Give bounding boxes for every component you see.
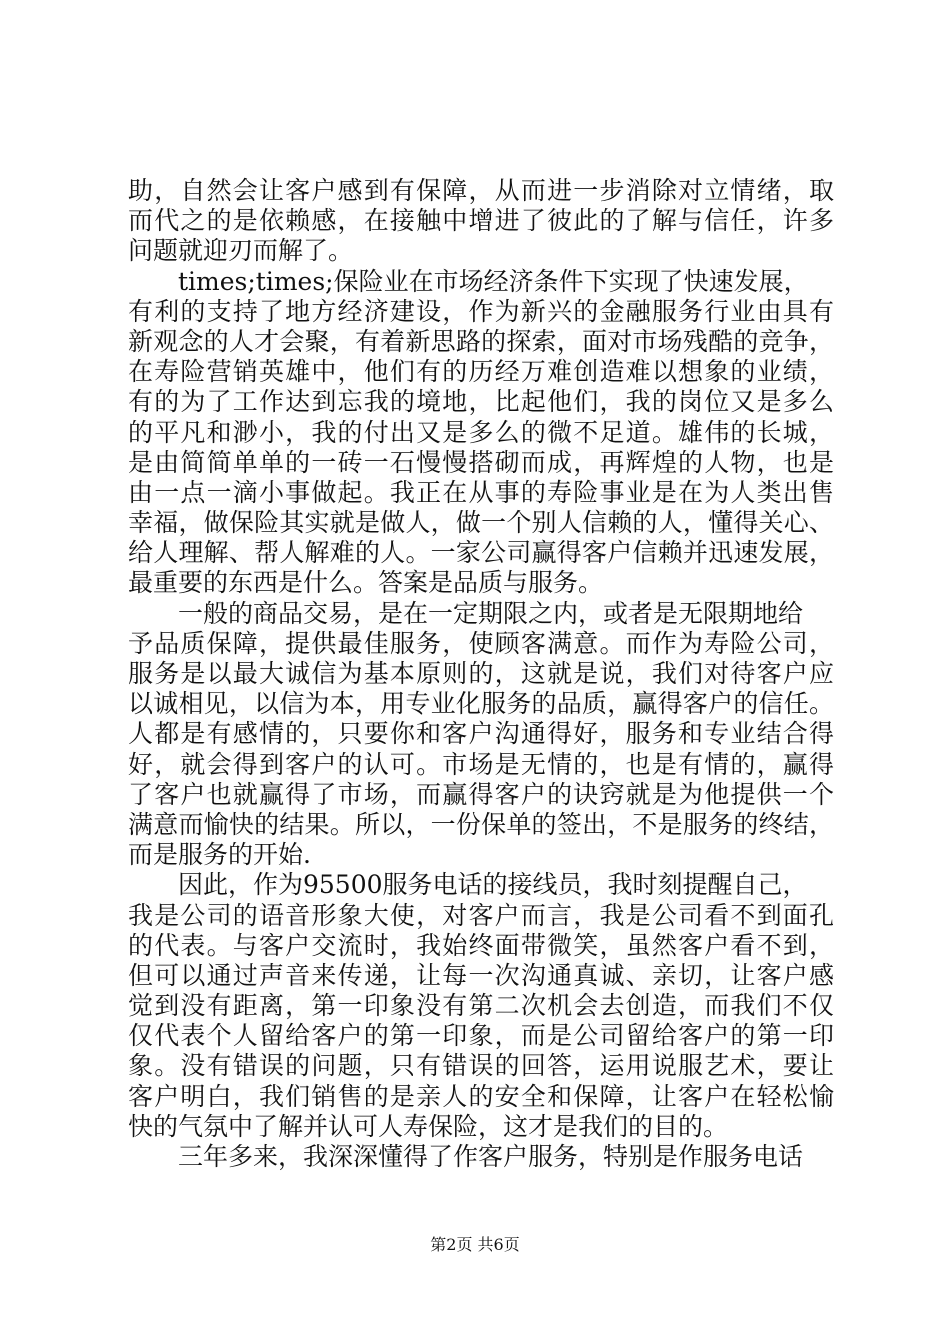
text-line: 客户明白，我们销售的是亲人的安全和保障，让客户在轻松愉: [128, 1081, 834, 1111]
text-line: 是由简简单单的一砖一石慢慢搭砌而成，再辉煌的人物，也是: [128, 447, 834, 477]
text-line: 因此，作为95500服务电话的接线员，我时刻提醒自己，: [128, 870, 808, 900]
text-line: 三年多来，我深深懂得了作客户服务，特别是作服务电话: [128, 1142, 804, 1171]
text-line: 人都是有感情的，只要你和客户沟通得好，服务和专业结合得: [128, 719, 834, 749]
text-line: 以诚相见，以信为本，用专业化服务的品质，赢得客户的信任。: [128, 689, 834, 719]
text-line: 在寿险营销英雄中，他们有的历经万难创造难以想象的业绩，: [128, 357, 834, 387]
text-line: 但可以通过声音来传递，让每一次沟通真诚、亲切，让客户感: [128, 960, 834, 990]
page-footer: 第2页 共6页: [430, 1235, 520, 1254]
text-line: 满意而愉快的结果。所以，一份保单的签出，不是服务的终结，: [128, 809, 834, 839]
text-line: 新观念的人才会聚，有着新思路的探索，面对市场残酷的竞争，: [128, 326, 834, 356]
text-line: 有利的支持了地方经济建设，作为新兴的金融服务行业由具有: [128, 296, 834, 326]
text-line: 最重要的东西是什么。答案是品质与服务。: [128, 568, 604, 598]
text-line: 的平凡和渺小，我的付出又是多么的微不足道。雄伟的长城，: [128, 417, 834, 447]
text-line: 助，自然会让客户感到有保障，从而进一步消除对立情绪，取: [128, 176, 834, 205]
text-line: 觉到没有距离，第一印象没有第二次机会去创造，而我们不仅: [128, 991, 834, 1021]
text-line: 了客户也就赢得了市场，而赢得客户的诀窍就是为他提供一个: [128, 779, 834, 809]
text-line: 好，就会得到客户的认可。市场是无情的，也是有情的，赢得: [128, 749, 834, 779]
text-line: 服务是以最大诚信为基本原则的，这就是说，我们对待客户应: [128, 659, 834, 688]
text-line: times;times;保险业在市场经济条件下实现了快速发展，: [128, 266, 809, 296]
text-line: 有的为了工作达到忘我的境地，比起他们，我的岗位又是多么: [128, 387, 834, 417]
text-line: 由一点一滴小事做起。我正在从事的寿险事业是在为人类出售: [128, 477, 834, 507]
text-line: 一般的商品交易，是在一定期限之内，或者是无限期地给: [128, 598, 804, 628]
text-line: 仅代表个人留给客户的第一印象，而是公司留给客户的第一印: [128, 1021, 834, 1051]
text-line: 我是公司的语音形象大使，对客户而言，我是公司看不到面孔: [128, 900, 834, 930]
text-line: 快的气氛中了解并认可人寿保险，这才是我们的目的。: [128, 1111, 729, 1141]
body-text: [128, 176, 834, 1172]
text-line: 给人理解、帮人解难的人。一家公司赢得客户信赖并迅速发展，: [128, 538, 834, 568]
text-line: 的代表。与客户交流时，我始终面带微笑，虽然客户看不到，: [128, 930, 834, 960]
text-line: 予品质保障，提供最佳服务，使顾客满意。而作为寿险公司，: [128, 628, 834, 658]
text-line: 象。没有错误的问题，只有错误的回答，运用说服艺术，要让: [128, 1051, 834, 1081]
text-line: 幸福，做保险其实就是做人，做一个别人信赖的人，懂得关心、: [128, 508, 834, 538]
text-line: 而是服务的开始.: [128, 840, 311, 870]
text-line: 问题就迎刃而解了。: [128, 236, 354, 266]
text-line: 而代之的是依赖感，在接触中增进了彼此的了解与信任，许多: [128, 206, 834, 236]
